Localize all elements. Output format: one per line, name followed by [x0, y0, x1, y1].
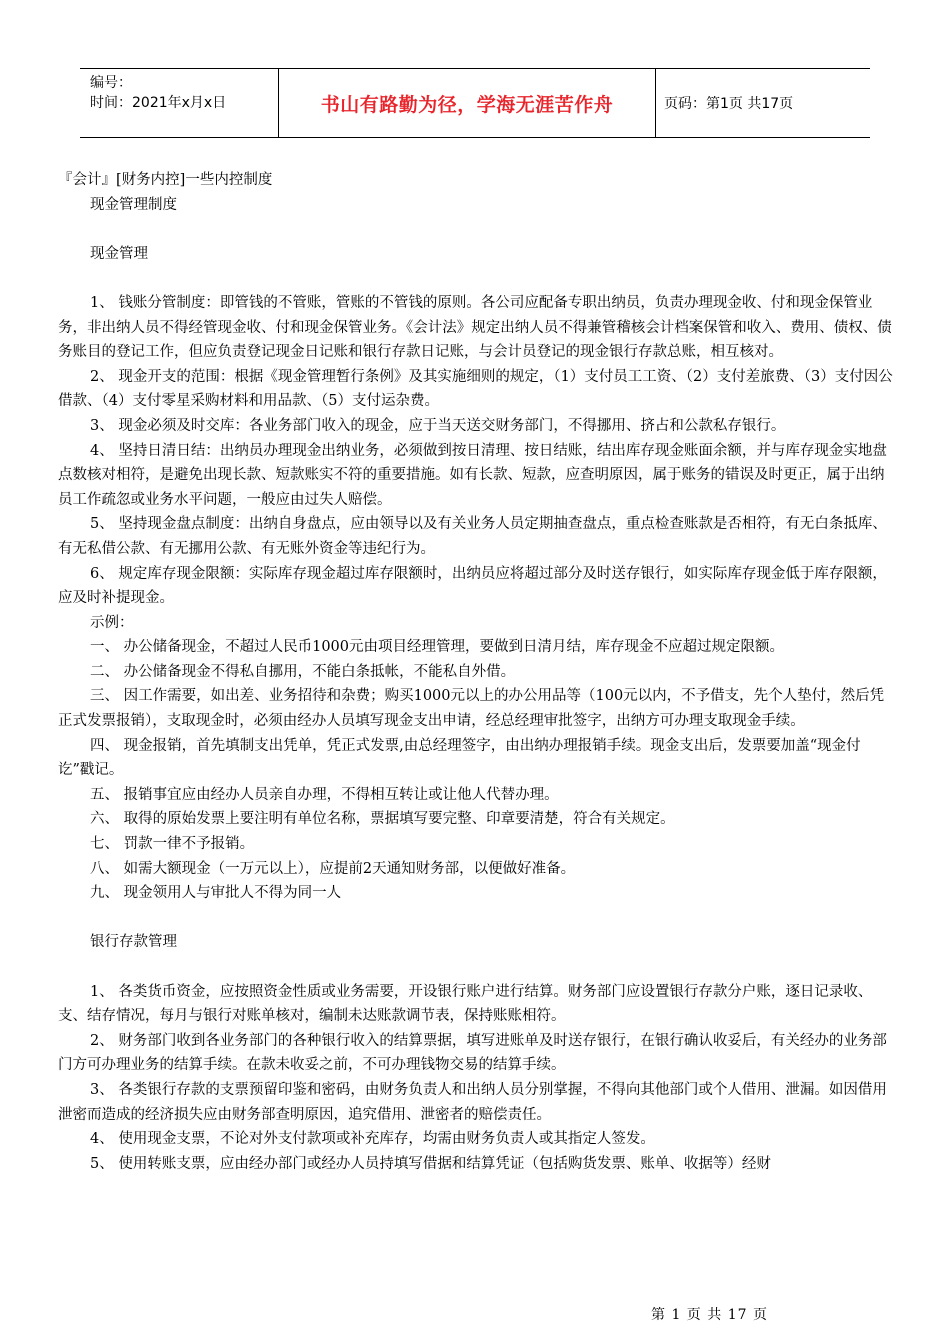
- time-label: 时间：2021年x月x日: [90, 95, 227, 111]
- document-body: [58, 168, 894, 1176]
- example-item: 二、 办公储备现金不得私自挪用，不能白条抵帐，不能私自外借。: [90, 663, 516, 680]
- page-footer: 第 1 页 共 17 页: [651, 1307, 768, 1323]
- example-item: 七、 罚款一律不予报销。: [90, 836, 255, 853]
- document-header: [80, 68, 870, 138]
- number-label: 编号：: [90, 75, 132, 91]
- header-page-info: 页码：第1页 共17页: [664, 96, 794, 112]
- example-item: 八、 如需大额现金（一万元以上），应提前2天通知财务部，以便做好准备。: [90, 860, 576, 877]
- header-motto: 书山有路勤为径，学海无涯苦作舟: [278, 69, 656, 137]
- document-title: 『会计』[财务内控]一些内控制度: [58, 172, 273, 188]
- document-subtitle: 现金管理制度: [90, 196, 177, 213]
- bank-item: 1、 各类货币资金，应按照资金性质或业务需要，开设银行账户进行结算。财务部门应设置银行存款分户账，逐日记录收、支、结存情况，每月与银行对账单核对，编制未达账款调节表，保持账账相符。: [58, 983, 873, 1025]
- section-heading-bank: 银行存款管理: [90, 934, 177, 951]
- cash-item: 3、 现金必须及时交库：各业务部门收入的现金，应于当天送交财务部门，不得挪用、挤占和公款私存银行。: [90, 417, 786, 434]
- example-label: 示例：: [90, 614, 134, 631]
- header-left-cell: [80, 69, 278, 137]
- cash-item: 6、 规定库存现金限额：实际库存现金超过库存限额时，出纳员应将超过部分及时送存银行，如实际库存现金低于库存限额，应及时补提现金。: [58, 565, 887, 607]
- example-item: 九、 现金领用人与审批人不得为同一人: [90, 885, 342, 902]
- example-item: 一、 办公储备现金，不超过人民币1000元由项目经理管理，要做到日清月结，库存现金不应超过规定限额。: [90, 639, 785, 656]
- cash-item: 2、 现金开支的范围：根据《现金管理暂行条例》及其实施细则的规定，（1）支付员工工资、（2）支付差旅费、（3）支付因公借款、（4）支付零星采购材料和用品款、（5）支付运杂费。: [58, 368, 893, 410]
- bank-item: 3、 各类银行存款的支票预留印鉴和密码，由财务负责人和出纳人员分别掌握，不得向其他部门或个人借用、泄漏。如因借用泄密而造成的经济损失应由财务部查明原因，追究借用、泄密者的赔偿责任。: [58, 1081, 887, 1123]
- cash-item: 1、 钱账分管制度：即管钱的不管账，管账的不管钱的原则。各公司应配备专职出纳员，负责办理现金收、付和现金保管业务，非出纳人员不得经管现金收、付和现金保管业务。《会计法》规定出纳人员不得兼管稽核会计档案保管和收入、费用、债权、债务账目的登记工作，但应负责登记现金日记账和银行存款日记账，与会计员登记的现金银行存款总账，相互核对。: [58, 294, 892, 361]
- section-heading-cash: 现金管理: [90, 245, 148, 262]
- bank-item: 2、 财务部门收到各业务部门的各种银行收入的结算票据，填写进账单及时送存银行，在银行确认收妥后，有关经办的业务部门方可办理业务的结算手续。在款未收妥之前，不可办理钱物交易的结算手续。: [58, 1032, 887, 1074]
- cash-item: 5、 坚持现金盘点制度：出纳自身盘点，应由领导以及有关业务人员定期抽查盘点，重点检查账款是否相符，有无白条抵库、有无私借公款、有无挪用公款、有无账外资金等违纪行为。: [58, 516, 887, 557]
- cash-item: 4、 坚持日清日结：出纳员办理现金出纳业务，必须做到按日清理、按日结账，结出库存现金账面余额，并与库存现金实地盘点数核对相符，是避免出现长款、短款账实不符的重要措施。如有长款、短款，应查明原因，属于账务的错误及时更正，属于出纳员工作疏忽或业务水平问题，一般应由过失人赔偿。: [58, 442, 887, 508]
- bank-item: 4、 使用现金支票，不论对外支付款项或补充库存，均需由财务负责人或其指定人签发。: [90, 1131, 655, 1148]
- example-item: 四、 现金报销，首先填制支出凭单，凭正式发票,由总经理签字，由出纳办理报销手续。现金支出后，发票要加盖“现金付讫”戳记。: [58, 737, 861, 779]
- example-item: 三、 因工作需要，如出差、业务招待和杂费；购买1000元以上的办公用品等（100元以内，不予借支，先个人垫付，然后凭正式发票报销），支取现金时，必须由经办人员填写现金支出申请，经总经理审批签字，出纳方可办理支取现金手续。: [58, 688, 885, 730]
- bank-item: 5、 使用转账支票，应由经办部门或经办人员持填写借据和结算凭证（包括购货发票、账单、收据等）经财: [90, 1155, 771, 1172]
- example-item: 五、 报销事宜应由经办人员亲自办理，不得相互转让或让他人代替办理。: [90, 786, 559, 803]
- example-item: 六、 取得的原始发票上要注明有单位名称，票据填写要完整、印章要清楚，符合有关规定。: [90, 811, 675, 828]
